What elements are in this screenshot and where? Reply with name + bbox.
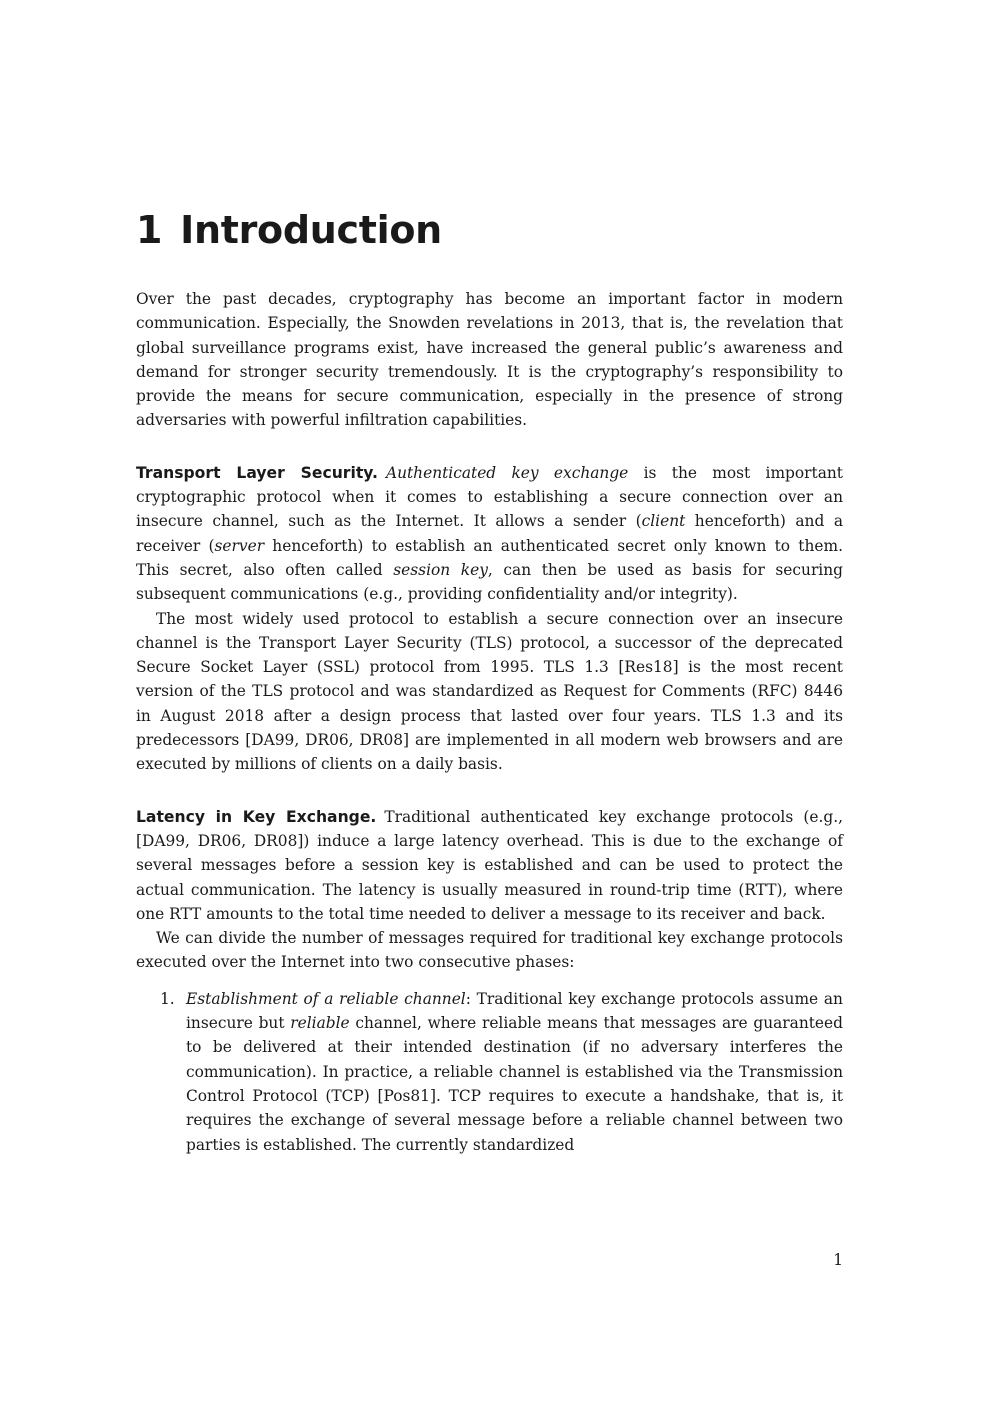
tls-paragraph-1	[136, 461, 843, 607]
list-item-text-2: channel, where reliable means that messages are guaranteed to be delivered at their intended destination (if no adversary interferes the communication). In practice, a reliable channel is established via the Transmission Control Protocol (TCP) [Pos81]. TCP requires to execute a handshake, that is, it requires the exchange of several message before a reliable channel between two parties is established. The currently standardized	[186, 1014, 843, 1154]
term-reliable-channel: Establishment of a reliable channel	[186, 989, 466, 1008]
list-marker: 1.	[160, 989, 175, 1008]
tls-p1-text-2: henceforth) and a receiver (	[136, 512, 843, 555]
body-text	[136, 287, 843, 1157]
term-authenticated-key-exchange: Authenticated key exchange	[385, 463, 629, 482]
term-client: client	[641, 512, 686, 531]
intro-paragraph: Over the past decades, cryptography has become an important factor in modern communication. Especially, the Snowden revelations in 2013, that is, the revelation that global surveillance programs exist, have increased the general public’s awareness and demand for stronger security tremendously. It is the cryptography’s responsibility to provide the means for secure communication, especially in the presence of strong adversaries with powerful infiltration capabilities.	[136, 290, 843, 430]
tls-p1-text-1: is the most important cryptographic protocol when it comes to establishing a secure connection over an insecure channel, such as the Internet. It allows a sender (	[136, 463, 843, 531]
chapter-title	[136, 204, 442, 256]
latency-section-heading: Latency in Key Exchange.	[136, 807, 377, 826]
term-session-key: session key	[393, 560, 488, 579]
phase-list	[136, 987, 843, 1157]
page	[136, 0, 843, 1414]
page-number: 1	[833, 1251, 843, 1269]
chapter-number: 1	[136, 208, 163, 252]
term-server: server	[214, 536, 265, 555]
tls-p1-text-3: henceforth) to establish an authenticated secret only known to them. This secret, also often called	[136, 536, 843, 579]
latency-paragraph-1	[136, 805, 843, 926]
term-reliable: reliable	[290, 1014, 350, 1033]
tls-p1-text-4: , can then be used as basis for securing subsequent communications (e.g., providing confidentiality and/or integrity).	[136, 560, 843, 604]
latency-paragraph-2: We can divide the number of messages required for traditional key exchange protocols executed over the Internet into two consecutive phases:	[136, 929, 843, 972]
latency-p1-text: Traditional authenticated key exchange protocols (e.g., [DA99, DR06, DR08]) induce a large latency overhead. This is due to the exchange of several messages before a session key is established and can be used to protect the actual communication. The latency is usually measured in round-trip time (RTT), where one RTT amounts to the total time needed to deliver a message to its receiver and back.	[136, 807, 844, 923]
tls-paragraph-2: The most widely used protocol to establish a secure connection over an insecure channel is the Transport Layer Security (TLS) protocol, a successor of the deprecated Secure Socket Layer (SSL) protocol from 1995. TLS 1.3 [Res18] is the most recent version of the TLS protocol and was standardized as Request for Comments (RFC) 8446 in August 2018 after a design process that lasted over four years. TLS 1.3 and its predecessors [DA99, DR06, DR08] are implemented in all modern web browsers and are executed by millions of clients on a daily basis.	[136, 609, 843, 774]
tls-section-heading: Transport Layer Security.	[136, 463, 378, 482]
list-item	[136, 987, 843, 1157]
list-item-text-1: : Traditional key exchange protocols assume an insecure but	[186, 989, 843, 1033]
chapter-title-text: Introduction	[180, 208, 442, 252]
